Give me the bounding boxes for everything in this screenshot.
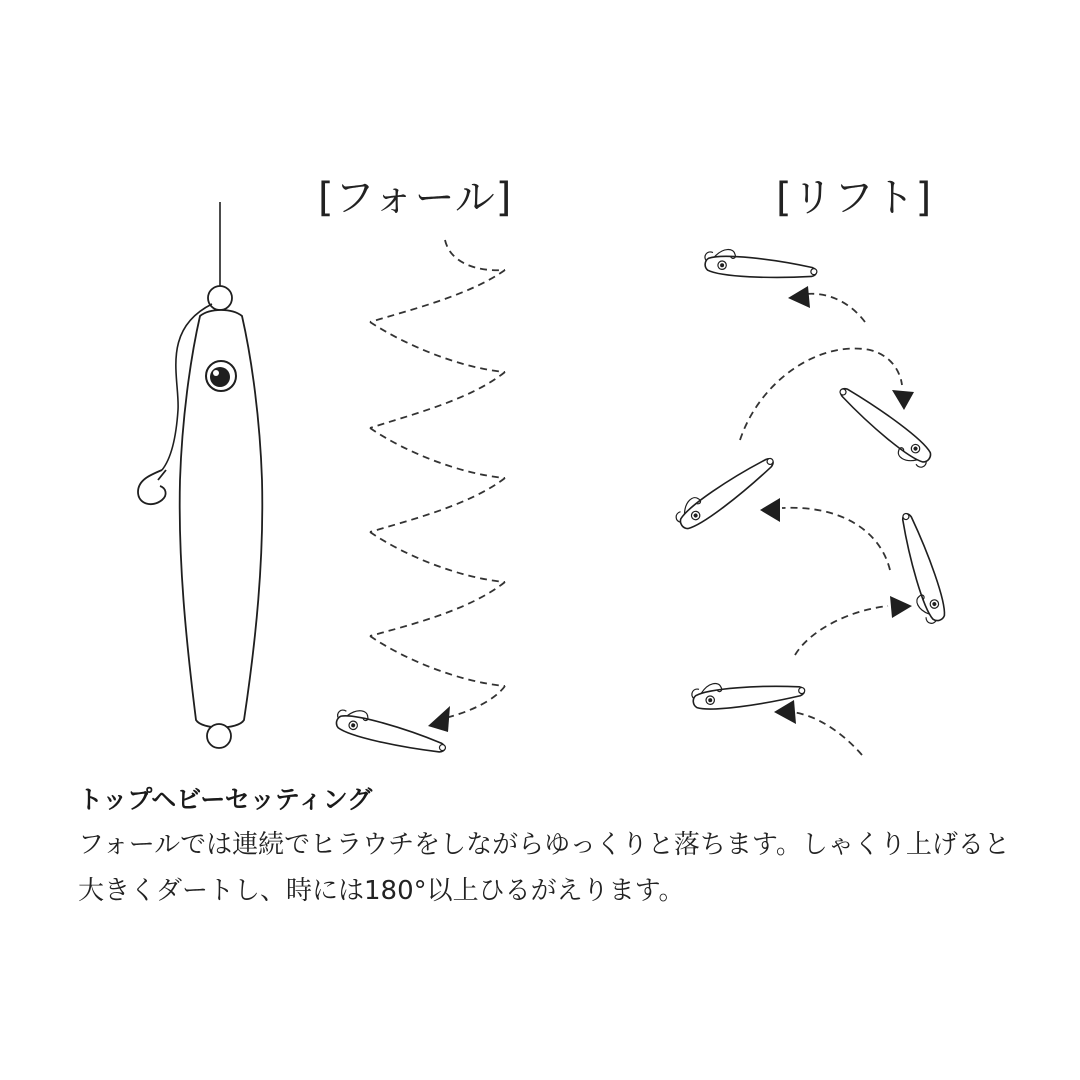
jig-eye-highlight — [213, 370, 219, 376]
fall-arrow-icon — [428, 706, 450, 732]
caption-body — [78, 822, 1038, 914]
lift-arrow-5-icon — [774, 700, 796, 724]
fall-jig-icon — [334, 705, 450, 757]
lift-arrow-2-icon — [892, 390, 914, 410]
bottom-ring — [207, 724, 231, 748]
fall-label: [フォール] — [318, 175, 513, 221]
lift-arrow-1-icon — [788, 286, 810, 308]
caption-line-1: フォールでは連続でヒラウチをしながらゆっくりと落ちます。しゃくり上げると — [78, 830, 1010, 860]
caption-line-2: 大きくダートし、時には180°以上ひるがえります。 — [78, 876, 685, 906]
lift-jig-2-icon — [831, 382, 936, 472]
lift-label: [リフト] — [776, 175, 933, 221]
fall-trajectory — [370, 240, 505, 718]
hook-icon — [138, 470, 166, 504]
lift-arrow-3-icon — [760, 498, 780, 522]
jig-pupil — [210, 367, 230, 387]
top-ring — [208, 286, 232, 310]
lift-arrow-4-icon — [890, 596, 912, 618]
jig-illustration — [138, 202, 262, 748]
lift-jig-1-icon — [704, 248, 818, 282]
caption-title: トップヘビーセッティング — [78, 785, 373, 814]
lift-jig-3-icon — [672, 447, 778, 534]
